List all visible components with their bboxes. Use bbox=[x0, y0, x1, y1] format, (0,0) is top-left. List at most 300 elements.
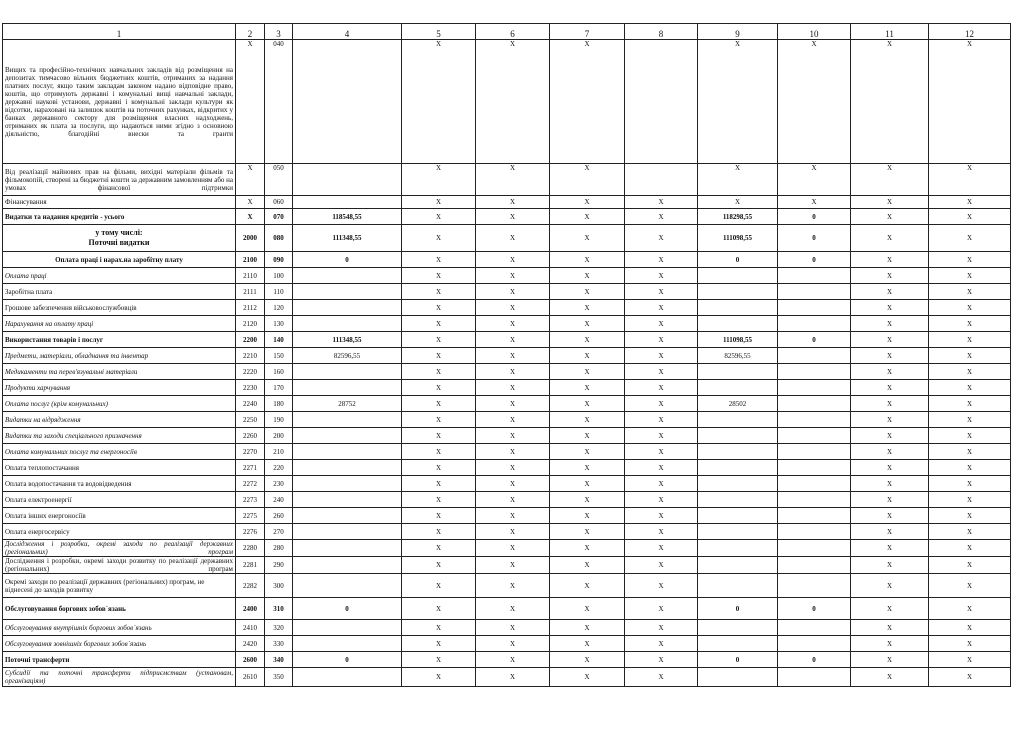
cell-col-5: X bbox=[402, 332, 476, 348]
row-label: Грошове забезпечення військовослужбовців bbox=[3, 300, 236, 316]
cell-col-5: X bbox=[402, 396, 476, 412]
cell-col-12: X bbox=[929, 524, 1011, 540]
table-row bbox=[3, 492, 1011, 508]
cell-col-10 bbox=[778, 574, 851, 598]
cell-col-6: X bbox=[476, 348, 550, 364]
kekv-code: 2410 bbox=[236, 620, 265, 636]
cell-col-12: X bbox=[929, 196, 1011, 209]
cell-col-11: X bbox=[851, 380, 929, 396]
cell-col-11: X bbox=[851, 620, 929, 636]
cell-col-11: X bbox=[851, 574, 929, 598]
cell-col-9: 0 bbox=[698, 598, 778, 620]
cell-col-8: X bbox=[625, 332, 698, 348]
cell-col-11: X bbox=[851, 164, 929, 196]
cell-col-10 bbox=[778, 620, 851, 636]
cell-col-5: X bbox=[402, 284, 476, 300]
column-header: 10 bbox=[778, 24, 851, 40]
cell-col-6: X bbox=[476, 284, 550, 300]
cell-col-11: X bbox=[851, 540, 929, 557]
cell-col-4 bbox=[293, 574, 402, 598]
line-code: 260 bbox=[265, 508, 293, 524]
cell-col-7: X bbox=[550, 380, 625, 396]
budget-report-table bbox=[2, 23, 1011, 687]
cell-col-12: X bbox=[929, 492, 1011, 508]
line-code: 170 bbox=[265, 380, 293, 396]
kekv-code: 2275 bbox=[236, 508, 265, 524]
cell-col-4 bbox=[293, 460, 402, 476]
cell-col-11: X bbox=[851, 476, 929, 492]
cell-col-6: X bbox=[476, 316, 550, 332]
table-row bbox=[3, 412, 1011, 428]
cell-col-5: X bbox=[402, 668, 476, 687]
cell-col-11: X bbox=[851, 508, 929, 524]
cell-col-6: X bbox=[476, 508, 550, 524]
cell-col-4 bbox=[293, 524, 402, 540]
row-label: Видатки на відрядження bbox=[3, 412, 236, 428]
cell-col-11: X bbox=[851, 300, 929, 316]
cell-col-5: X bbox=[402, 620, 476, 636]
cell-col-7: X bbox=[550, 268, 625, 284]
row-label: Нарахування на оплату праці bbox=[3, 316, 236, 332]
cell-col-9 bbox=[698, 476, 778, 492]
line-code: 070 bbox=[265, 209, 293, 225]
cell-col-5: X bbox=[402, 364, 476, 380]
cell-col-6: X bbox=[476, 380, 550, 396]
cell-col-7: X bbox=[550, 428, 625, 444]
line-code: 200 bbox=[265, 428, 293, 444]
cell-col-5: X bbox=[402, 380, 476, 396]
cell-col-8: X bbox=[625, 668, 698, 687]
column-header: 5 bbox=[402, 24, 476, 40]
cell-col-9 bbox=[698, 300, 778, 316]
cell-col-4 bbox=[293, 444, 402, 460]
kekv-code: 2100 bbox=[236, 252, 265, 268]
table-row bbox=[3, 508, 1011, 524]
cell-col-11: X bbox=[851, 332, 929, 348]
cell-col-6: X bbox=[476, 428, 550, 444]
cell-col-7: X bbox=[550, 225, 625, 252]
cell-col-7: X bbox=[550, 508, 625, 524]
column-header: 9 bbox=[698, 24, 778, 40]
cell-col-11: X bbox=[851, 444, 929, 460]
cell-col-7: X bbox=[550, 40, 625, 164]
cell-col-12: X bbox=[929, 380, 1011, 396]
cell-col-12: X bbox=[929, 252, 1011, 268]
cell-col-5: X bbox=[402, 540, 476, 557]
cell-col-4: 118548,55 bbox=[293, 209, 402, 225]
cell-col-12: X bbox=[929, 508, 1011, 524]
cell-col-10 bbox=[778, 524, 851, 540]
cell-col-9 bbox=[698, 508, 778, 524]
cell-col-8: X bbox=[625, 492, 698, 508]
cell-col-10: X bbox=[778, 164, 851, 196]
cell-col-4 bbox=[293, 364, 402, 380]
cell-col-5: X bbox=[402, 348, 476, 364]
cell-col-5: X bbox=[402, 636, 476, 652]
cell-col-8: X bbox=[625, 574, 698, 598]
cell-col-10: 0 bbox=[778, 252, 851, 268]
cell-col-12: X bbox=[929, 40, 1011, 164]
cell-col-7: X bbox=[550, 196, 625, 209]
table-row bbox=[3, 380, 1011, 396]
row-label-subheading: Поточні видатки bbox=[88, 238, 150, 247]
line-code: 230 bbox=[265, 476, 293, 492]
kekv-code: 2280 bbox=[236, 540, 265, 557]
cell-col-12: X bbox=[929, 332, 1011, 348]
cell-col-11: X bbox=[851, 252, 929, 268]
line-code: 290 bbox=[265, 557, 293, 574]
cell-col-6: X bbox=[476, 444, 550, 460]
cell-col-5: X bbox=[402, 574, 476, 598]
table-row bbox=[3, 40, 1011, 164]
line-code: 350 bbox=[265, 668, 293, 687]
cell-col-7: X bbox=[550, 574, 625, 598]
cell-col-7: X bbox=[550, 332, 625, 348]
cell-col-9: 111098,55 bbox=[698, 332, 778, 348]
cell-col-8: X bbox=[625, 412, 698, 428]
cell-col-4 bbox=[293, 636, 402, 652]
cell-col-11: X bbox=[851, 557, 929, 574]
cell-col-4: 111348,55 bbox=[293, 225, 402, 252]
cell-col-9 bbox=[698, 668, 778, 687]
row-label: Оплата водопостачання та водовідведення bbox=[3, 476, 236, 492]
line-code: 270 bbox=[265, 524, 293, 540]
cell-col-5: X bbox=[402, 196, 476, 209]
cell-col-8: X bbox=[625, 524, 698, 540]
row-label-line: у тому числі: bbox=[95, 228, 143, 237]
cell-col-12: X bbox=[929, 574, 1011, 598]
cell-col-8: X bbox=[625, 300, 698, 316]
cell-col-4: 0 bbox=[293, 252, 402, 268]
cell-col-8: X bbox=[625, 557, 698, 574]
cell-col-6: X bbox=[476, 668, 550, 687]
cell-col-11: X bbox=[851, 316, 929, 332]
cell-col-7: X bbox=[550, 252, 625, 268]
column-header: 2 bbox=[236, 24, 265, 40]
cell-col-5: X bbox=[402, 598, 476, 620]
line-code: 190 bbox=[265, 412, 293, 428]
cell-col-8: X bbox=[625, 364, 698, 380]
row-label: Медикаменти та перев'язувальні матеріали bbox=[3, 364, 236, 380]
table-row bbox=[3, 209, 1011, 225]
cell-col-11: X bbox=[851, 598, 929, 620]
column-header: 4 bbox=[293, 24, 402, 40]
kekv-code: 2271 bbox=[236, 460, 265, 476]
cell-col-11: X bbox=[851, 284, 929, 300]
line-code: 140 bbox=[265, 332, 293, 348]
cell-col-6: X bbox=[476, 164, 550, 196]
cell-col-7: X bbox=[550, 209, 625, 225]
cell-col-11: X bbox=[851, 460, 929, 476]
cell-col-12: X bbox=[929, 540, 1011, 557]
cell-col-4 bbox=[293, 300, 402, 316]
cell-col-8: X bbox=[625, 348, 698, 364]
row-label: Використання товарів і послуг bbox=[3, 332, 236, 348]
cell-col-7: X bbox=[550, 300, 625, 316]
cell-col-9 bbox=[698, 268, 778, 284]
row-label: Оплата теплопостачання bbox=[3, 460, 236, 476]
row-label: Оплата інших енергоносіїв bbox=[3, 508, 236, 524]
row-label: Оплата праці bbox=[3, 268, 236, 284]
cell-col-7: X bbox=[550, 652, 625, 668]
cell-col-10 bbox=[778, 300, 851, 316]
kekv-code: 2260 bbox=[236, 428, 265, 444]
kekv-code: 2200 bbox=[236, 332, 265, 348]
cell-col-12: X bbox=[929, 444, 1011, 460]
cell-col-5: X bbox=[402, 524, 476, 540]
cell-col-5: X bbox=[402, 412, 476, 428]
cell-col-11: X bbox=[851, 225, 929, 252]
table-row bbox=[3, 668, 1011, 687]
cell-col-12: X bbox=[929, 300, 1011, 316]
table-row bbox=[3, 316, 1011, 332]
cell-col-8: X bbox=[625, 652, 698, 668]
cell-col-9 bbox=[698, 540, 778, 557]
row-label: Дослідження і розробки, окремі заходи розвитку по реалізації державних (регіональних) програм bbox=[3, 557, 236, 574]
cell-col-10 bbox=[778, 364, 851, 380]
cell-col-10 bbox=[778, 380, 851, 396]
cell-col-6: X bbox=[476, 364, 550, 380]
line-code: 210 bbox=[265, 444, 293, 460]
cell-col-12: X bbox=[929, 209, 1011, 225]
kekv-code: X bbox=[236, 164, 265, 196]
cell-col-10 bbox=[778, 316, 851, 332]
line-code: 080 bbox=[265, 225, 293, 252]
cell-col-8: X bbox=[625, 268, 698, 284]
cell-col-9 bbox=[698, 574, 778, 598]
cell-col-8: X bbox=[625, 252, 698, 268]
cell-col-4 bbox=[293, 284, 402, 300]
kekv-code: 2250 bbox=[236, 412, 265, 428]
cell-col-10 bbox=[778, 412, 851, 428]
cell-col-6: X bbox=[476, 252, 550, 268]
cell-col-11: X bbox=[851, 524, 929, 540]
kekv-code: 2220 bbox=[236, 364, 265, 380]
column-header: 6 bbox=[476, 24, 550, 40]
cell-col-9: 82596,55 bbox=[698, 348, 778, 364]
row-label: Окремі заходи по реалізації державних (регіональних) програм, не віднесені до заходів розвитку bbox=[3, 574, 236, 598]
cell-col-4 bbox=[293, 196, 402, 209]
cell-col-10 bbox=[778, 428, 851, 444]
line-code: 240 bbox=[265, 492, 293, 508]
cell-col-8: X bbox=[625, 196, 698, 209]
cell-col-11: X bbox=[851, 428, 929, 444]
cell-col-6: X bbox=[476, 652, 550, 668]
row-label: Обслуговування зовнішніх боргових зобов`язань bbox=[3, 636, 236, 652]
line-code: 050 bbox=[265, 164, 293, 196]
cell-col-6: X bbox=[476, 196, 550, 209]
cell-col-7: X bbox=[550, 668, 625, 687]
cell-col-11: X bbox=[851, 492, 929, 508]
cell-col-8: X bbox=[625, 396, 698, 412]
cell-col-8: X bbox=[625, 316, 698, 332]
cell-col-12: X bbox=[929, 268, 1011, 284]
cell-col-7: X bbox=[550, 412, 625, 428]
cell-col-9 bbox=[698, 620, 778, 636]
line-code: 220 bbox=[265, 460, 293, 476]
table-row bbox=[3, 476, 1011, 492]
cell-col-8: X bbox=[625, 636, 698, 652]
cell-col-7: X bbox=[550, 620, 625, 636]
cell-col-12: X bbox=[929, 164, 1011, 196]
cell-col-9 bbox=[698, 412, 778, 428]
row-label: Фінансування bbox=[3, 196, 236, 209]
cell-col-6: X bbox=[476, 460, 550, 476]
cell-col-10 bbox=[778, 396, 851, 412]
cell-col-10 bbox=[778, 284, 851, 300]
cell-col-4 bbox=[293, 316, 402, 332]
cell-col-6: X bbox=[476, 557, 550, 574]
cell-col-8: X bbox=[625, 540, 698, 557]
cell-col-7: X bbox=[550, 476, 625, 492]
table-row bbox=[3, 196, 1011, 209]
cell-col-12: X bbox=[929, 225, 1011, 252]
cell-col-4 bbox=[293, 492, 402, 508]
cell-col-11: X bbox=[851, 209, 929, 225]
line-code: 340 bbox=[265, 652, 293, 668]
cell-col-6: X bbox=[476, 225, 550, 252]
cell-col-5: X bbox=[402, 444, 476, 460]
cell-col-8: X bbox=[625, 476, 698, 492]
kekv-code: 2600 bbox=[236, 652, 265, 668]
cell-col-8 bbox=[625, 164, 698, 196]
row-label: Предмети, матеріали, обладнання та інвентар bbox=[3, 348, 236, 364]
cell-col-6: X bbox=[476, 620, 550, 636]
cell-col-8: X bbox=[625, 444, 698, 460]
cell-col-10 bbox=[778, 636, 851, 652]
row-label: Поточні трансферти bbox=[3, 652, 236, 668]
cell-col-8: X bbox=[625, 225, 698, 252]
table-row bbox=[3, 225, 1011, 252]
table-row bbox=[3, 636, 1011, 652]
cell-col-9 bbox=[698, 524, 778, 540]
cell-col-7: X bbox=[550, 598, 625, 620]
line-code: 180 bbox=[265, 396, 293, 412]
cell-col-4 bbox=[293, 40, 402, 164]
kekv-code: 2276 bbox=[236, 524, 265, 540]
kekv-code: 2120 bbox=[236, 316, 265, 332]
cell-col-4 bbox=[293, 476, 402, 492]
cell-col-9: 0 bbox=[698, 252, 778, 268]
kekv-code: 2610 bbox=[236, 668, 265, 687]
cell-col-6: X bbox=[476, 476, 550, 492]
line-code: 110 bbox=[265, 284, 293, 300]
cell-col-11: X bbox=[851, 412, 929, 428]
table-row bbox=[3, 332, 1011, 348]
cell-col-9: X bbox=[698, 164, 778, 196]
line-code: 310 bbox=[265, 598, 293, 620]
cell-col-7: X bbox=[550, 396, 625, 412]
cell-col-9 bbox=[698, 557, 778, 574]
kekv-code: 2240 bbox=[236, 396, 265, 412]
cell-col-5: X bbox=[402, 652, 476, 668]
kekv-code: X bbox=[236, 40, 265, 164]
table-row bbox=[3, 652, 1011, 668]
cell-col-10 bbox=[778, 268, 851, 284]
cell-col-9 bbox=[698, 364, 778, 380]
cell-col-12: X bbox=[929, 284, 1011, 300]
cell-col-6: X bbox=[476, 492, 550, 508]
cell-col-5: X bbox=[402, 460, 476, 476]
column-header: 3 bbox=[265, 24, 293, 40]
cell-col-8 bbox=[625, 40, 698, 164]
cell-col-5: X bbox=[402, 476, 476, 492]
cell-col-10 bbox=[778, 492, 851, 508]
cell-col-10: X bbox=[778, 40, 851, 164]
cell-col-5: X bbox=[402, 209, 476, 225]
cell-col-7: X bbox=[550, 540, 625, 557]
cell-col-5: X bbox=[402, 316, 476, 332]
cell-col-12: X bbox=[929, 364, 1011, 380]
kekv-code: 2210 bbox=[236, 348, 265, 364]
row-label: Продукти харчування bbox=[3, 380, 236, 396]
cell-col-4 bbox=[293, 268, 402, 284]
cell-col-8: X bbox=[625, 460, 698, 476]
cell-col-4: 111348,55 bbox=[293, 332, 402, 348]
cell-col-4 bbox=[293, 428, 402, 444]
kekv-code: X bbox=[236, 196, 265, 209]
kekv-code: 2000 bbox=[236, 225, 265, 252]
cell-col-6: X bbox=[476, 268, 550, 284]
cell-col-6: X bbox=[476, 636, 550, 652]
cell-col-12: X bbox=[929, 598, 1011, 620]
cell-col-12: X bbox=[929, 476, 1011, 492]
kekv-code: 2400 bbox=[236, 598, 265, 620]
cell-col-12: X bbox=[929, 620, 1011, 636]
cell-col-10: 0 bbox=[778, 209, 851, 225]
cell-col-9: 118298,55 bbox=[698, 209, 778, 225]
line-code: 060 bbox=[265, 196, 293, 209]
table-row bbox=[3, 364, 1011, 380]
cell-col-9 bbox=[698, 460, 778, 476]
column-header: 8 bbox=[625, 24, 698, 40]
cell-col-8: X bbox=[625, 428, 698, 444]
cell-col-6: X bbox=[476, 524, 550, 540]
cell-col-9 bbox=[698, 636, 778, 652]
cell-col-6: X bbox=[476, 332, 550, 348]
cell-col-11: X bbox=[851, 40, 929, 164]
cell-col-6: X bbox=[476, 412, 550, 428]
table-row bbox=[3, 524, 1011, 540]
cell-col-12: X bbox=[929, 396, 1011, 412]
line-code: 150 bbox=[265, 348, 293, 364]
cell-col-5: X bbox=[402, 164, 476, 196]
kekv-code: 2420 bbox=[236, 636, 265, 652]
cell-col-7: X bbox=[550, 444, 625, 460]
cell-col-6: X bbox=[476, 598, 550, 620]
table-row bbox=[3, 284, 1011, 300]
table-row bbox=[3, 620, 1011, 636]
row-label: Видатки та надання кредитів - усього bbox=[3, 209, 236, 225]
row-label: Заробітна плата bbox=[3, 284, 236, 300]
cell-col-9: 28502 bbox=[698, 396, 778, 412]
cell-col-7: X bbox=[550, 364, 625, 380]
cell-col-12: X bbox=[929, 348, 1011, 364]
cell-col-4: 28752 bbox=[293, 396, 402, 412]
cell-col-9: X bbox=[698, 196, 778, 209]
table-row bbox=[3, 557, 1011, 574]
cell-col-9 bbox=[698, 492, 778, 508]
cell-col-10: 0 bbox=[778, 332, 851, 348]
line-code: 280 bbox=[265, 540, 293, 557]
cell-col-4 bbox=[293, 412, 402, 428]
cell-col-7: X bbox=[550, 636, 625, 652]
cell-col-12: X bbox=[929, 636, 1011, 652]
cell-col-10 bbox=[778, 460, 851, 476]
cell-col-5: X bbox=[402, 268, 476, 284]
line-code: 300 bbox=[265, 574, 293, 598]
table-row bbox=[3, 268, 1011, 284]
